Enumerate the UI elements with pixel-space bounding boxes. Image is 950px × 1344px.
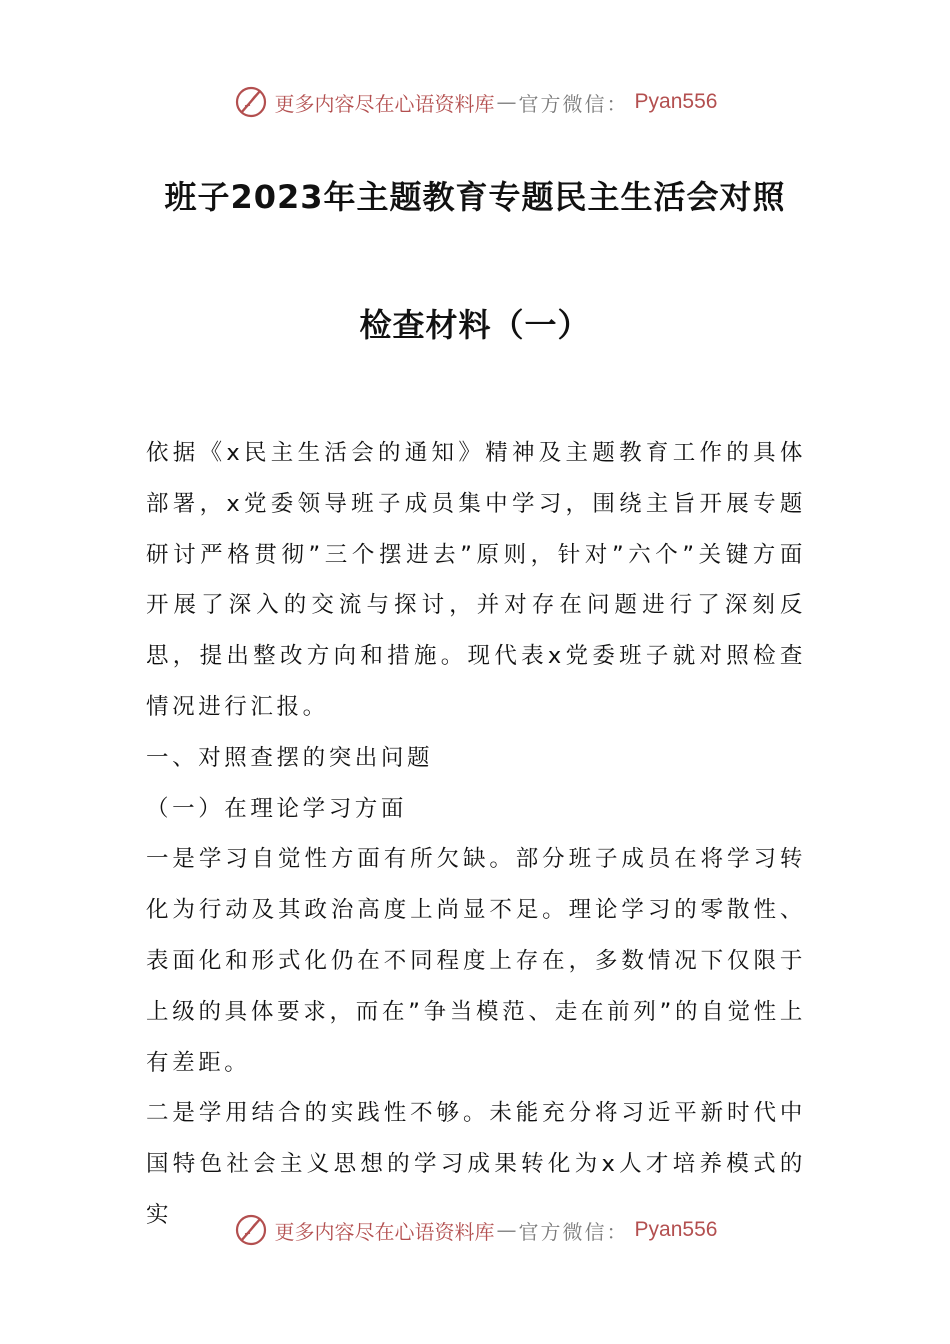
paragraph-point-2: 二是学用结合的实践性不够。未能充分将习近平新时代中国特色社会主义思想的学习成果转化为x人才培养模式的实 [146,1100,806,1228]
document-body [146,428,806,1241]
paragraph-intro: 依据《x民主生活会的通知》精神及主题教育工作的具体部署，x党委领导班子成员集中学习，围绕主旨开展专题研讨严格贯彻”三个摆进去”原则，针对”六个”关键方面开展了深入的交流与探讨，并对存在问题进行了深刻反思，提出整改方向和措施。现代表x党委班子就对照检查情况进行汇报。 [146,440,806,720]
section-heading: 一、对照查摆的突出问题 [146,744,434,771]
watermark-wechat-id: Pyan556 [634,90,718,113]
watermark-wechat-id: Pyan556 [634,1218,718,1241]
subsection-heading: （一）在理论学习方面 [146,795,408,822]
watermark-wechat-label: 官方微信： [518,1219,629,1244]
document-title-line-2: 检查材料（一） [359,306,591,344]
quill-logo-icon [233,84,269,120]
quill-logo-icon [233,1212,269,1248]
watermark-footer [0,1210,950,1250]
document-title-line-1: 班子2023年主题教育专题民主生活会对照 [164,178,786,216]
watermark-wechat-label: 官方微信： [518,91,629,116]
watermark-dash: — [496,1218,517,1242]
paragraph-point-1: 一是学习自觉性方面有所欠缺。部分班子成员在将学习转化为行动及其政治高度上尚显不足。理论学习的零散性、表面化和形式化仍在不同程度上存在，多数情况下仅限于上级的具体要求，而在”争当模范、走在前列”的自觉性上有差距。 [146,846,806,1076]
watermark-text: 更多内容尽在心语资料库 [274,91,495,116]
watermark-header [0,82,950,122]
watermark-dash: — [496,90,517,114]
watermark-text: 更多内容尽在心语资料库 [274,1219,495,1244]
